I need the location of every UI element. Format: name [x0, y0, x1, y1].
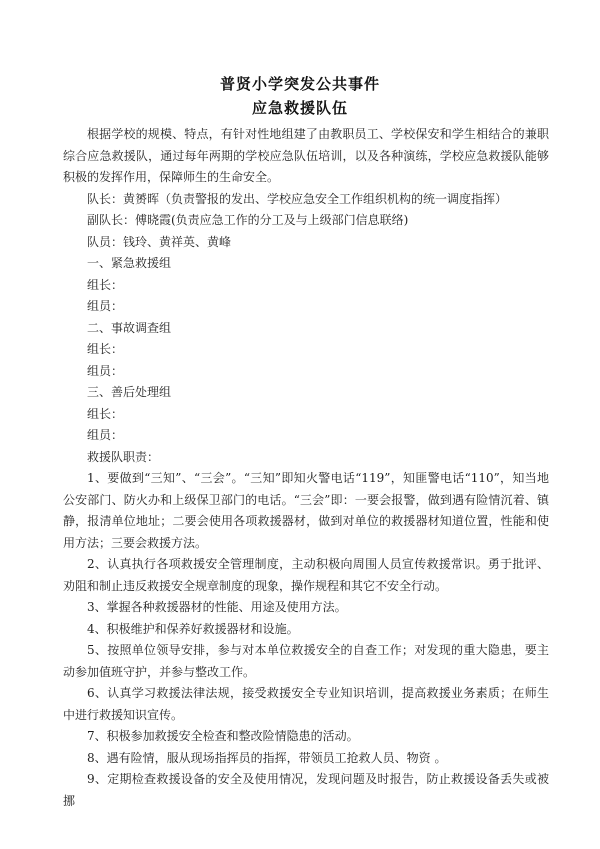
- vice-leader: 副队长：傅晓霞(负责应急工作的分工及与上级部门信息联络): [87, 213, 409, 227]
- group-member-rescue: 组员：: [87, 299, 124, 313]
- duty-item: 1、要做到“三知”、“三会”。“三知”即知火警电话“119”，知匪警电话“110”，知当地公安部门、防火办和上级保卫部门的电话。“三会”即：一要会报警，做到遇有险情沉着、镇静，报清单位地址；二要会使用各项救援器材，做到对单位的救援器材知道位置，性能和使用方法；三要会救援方法。: [63, 471, 549, 550]
- group-leader-rescue: 组长：: [87, 277, 124, 292]
- document-body: [63, 124, 549, 812]
- duties-heading: 救援队职责：: [87, 449, 160, 464]
- group-member-aftercare: 组员：: [87, 428, 124, 442]
- team-leader: 队长：黄赟晖（负责警报的发出、学校应急安全工作组织机构的统一调度指挥）: [87, 191, 508, 206]
- group-title-rescue: 一、紧急救援组: [87, 256, 172, 270]
- group-leader-investigation: 组长：: [87, 342, 124, 356]
- document-title: 普贤小学突发公共事件: [219, 75, 380, 93]
- duty-item: 8、遇有险情，服从现场指挥员的指挥，带领员工抢救人员、物资 。: [87, 750, 447, 765]
- group-title-aftercare: 三、善后处理组: [87, 385, 172, 399]
- group-member-investigation: 组员：: [87, 363, 124, 378]
- duty-item: 3、掌握各种救援器材的性能、用途及使用方法。: [87, 600, 347, 614]
- duty-item: 5、按照单位领导安排，参与对本单位救援安全的自查工作；对发现的重大隐患，要主动参加值班守护，并参与整改工作。: [63, 643, 549, 679]
- team-members: 队员：钱玲、黄祥英、黄峰: [87, 234, 232, 249]
- duty-item: 7、积极参加救援安全检查和整改险情隐患的活动。: [87, 729, 359, 743]
- duty-item: 9、定期检查救援设备的安全及使用情况，发现问题及时报告，防止救援设备丢失或被挪: [63, 772, 549, 808]
- duty-item: 6、认真学习救援法律法规，接受救援安全专业知识培训，提高救援业务素质；在师生中进行救援知识宣传。: [63, 686, 549, 722]
- group-leader-aftercare: 组长：: [87, 406, 124, 421]
- group-title-investigation: 二、事故调查组: [87, 320, 172, 335]
- duty-item: 2、认真执行各项救援安全管理制度，主动积极向周围人员宣传救援常识。勇于批评、劝阻和制止违反救援安全规章制度的现象，操作规程和其它不安全行动。: [63, 557, 549, 593]
- document-subtitle: 应急救援队伍: [251, 99, 348, 117]
- duty-item: 4、积极维护和保养好救援器材和设施。: [87, 621, 299, 636]
- intro-paragraph: 根据学校的规模、特点，有针对性地组建了由教职员工、学校保安和学生相结合的兼职综合应急救援队，通过每年两期的学校应急队伍培训，以及各种演练，学校应急救援队能够积极的发挥作用，保障师生的生命安全。: [63, 127, 549, 184]
